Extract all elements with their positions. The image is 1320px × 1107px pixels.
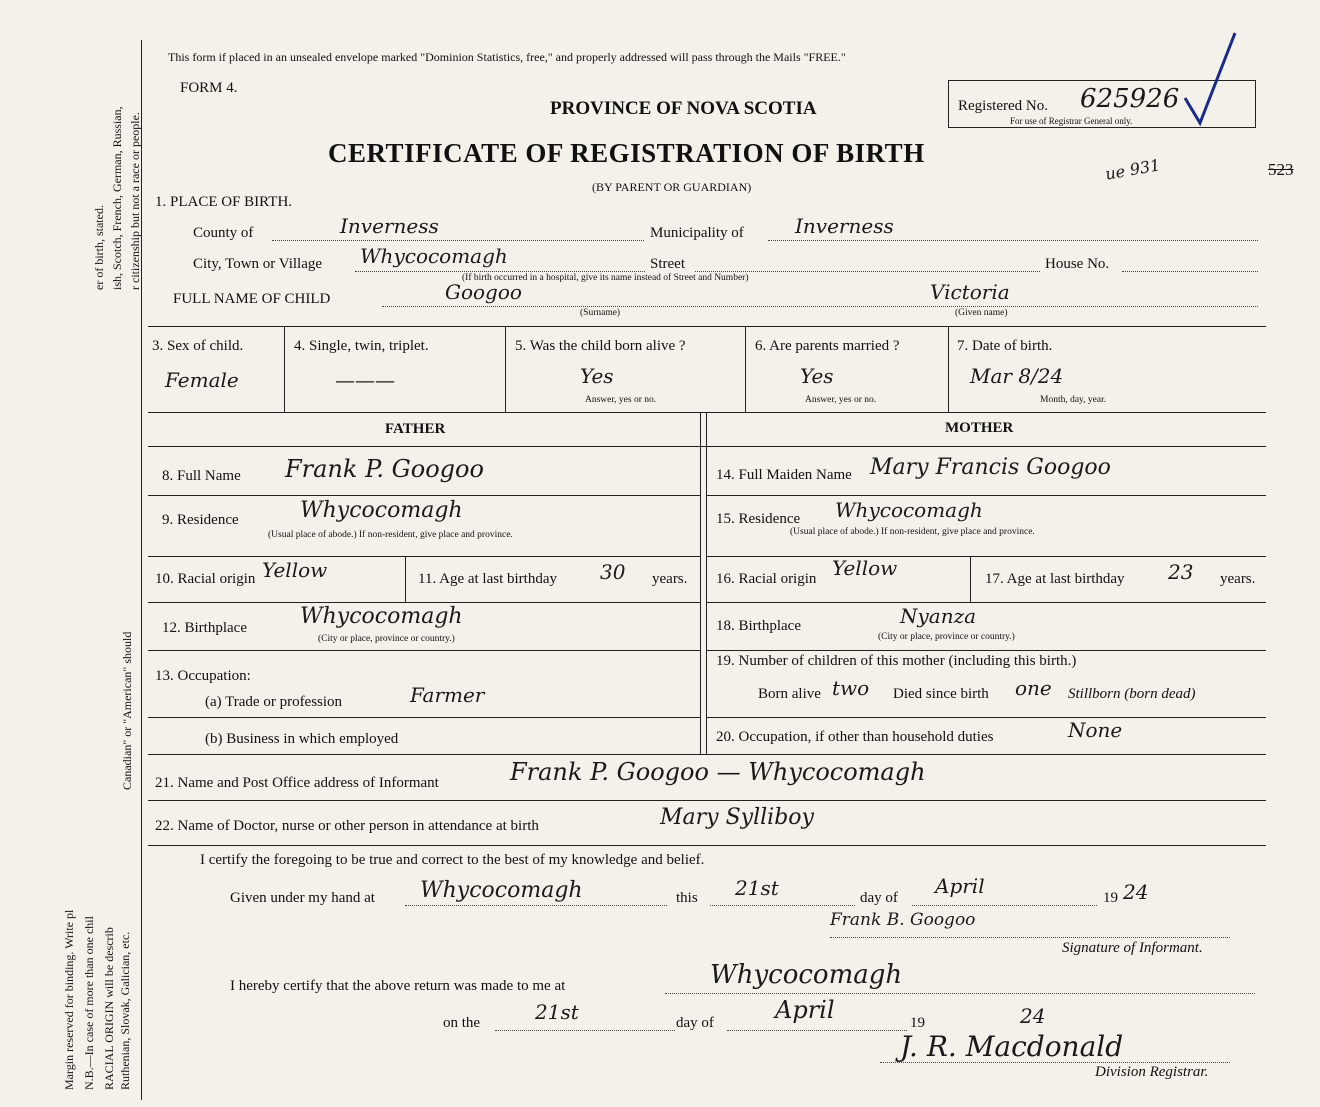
registered-number: 625926 xyxy=(1080,84,1180,114)
margin-note-2: N.B.—In case of more than one chil xyxy=(82,916,96,1090)
father-age-value: 30 xyxy=(600,560,626,584)
father-name-label: 8. Full Name xyxy=(162,468,241,484)
mother-age-years: years. xyxy=(1220,571,1256,587)
this-label: this xyxy=(676,890,698,906)
children-count-label: 19. Number of children of this mother (including this birth.) xyxy=(716,653,1077,669)
registrar-month: April xyxy=(775,996,835,1024)
registrar-place: Whycocomagh xyxy=(710,960,903,990)
mother-age-value: 23 xyxy=(1168,560,1194,584)
margin-note: ue 931 xyxy=(1103,155,1162,184)
mother-residence-caption: (Usual place of abode.) If non-resident, give place and province. xyxy=(790,527,1035,537)
child-given-name: Victoria xyxy=(930,280,1010,304)
registered-label: Registered No. xyxy=(958,98,1048,114)
margin-note-8: er of birth, stated. xyxy=(92,205,106,290)
mother-age-label: 17. Age at last birthday xyxy=(985,571,1125,587)
postal-note: This form if placed in an unsealed envelope marked "Dominion Statistics, free," and properly addressed will pass through the Mails "FREE." xyxy=(168,50,846,64)
registrar-year: 24 xyxy=(1020,1004,1046,1028)
born-alive-label: 5. Was the child born alive ? xyxy=(515,338,686,354)
date-of-birth-value: Mar 8/24 xyxy=(970,364,1064,388)
child-name-label: FULL NAME OF CHILD xyxy=(173,291,331,307)
certify-day: 21st xyxy=(735,876,779,900)
registrar-day: 21st xyxy=(535,1000,579,1024)
father-birthplace-label: 12. Birthplace xyxy=(162,620,247,636)
father-birthplace-caption: (City or place, province or country.) xyxy=(318,634,455,644)
margin-note-3: RACIAL ORIGIN will be describ xyxy=(102,927,116,1090)
certify-month: April xyxy=(935,874,985,898)
checkmark-icon xyxy=(1180,28,1240,128)
attendant-value: Mary Sylliboy xyxy=(660,805,814,830)
mother-birthplace-caption: (City or place, province or country.) xyxy=(878,632,1015,642)
mother-birthplace-value: Nyanza xyxy=(900,604,977,628)
attendant-label: 22. Name of Doctor, nurse or other person in attendance at birth xyxy=(155,818,539,834)
date-of-birth-caption: Month, day, year. xyxy=(1040,395,1107,405)
business-label: (b) Business in which employed xyxy=(205,731,399,747)
county-label: County of xyxy=(193,225,254,241)
father-name-value: Frank P. Googoo xyxy=(285,455,484,483)
died-since-birth-label: Died since birth xyxy=(893,686,989,702)
informant-value: Frank P. Googoo — Whycocomagh xyxy=(510,758,926,786)
municipality-value: Inverness xyxy=(795,214,894,238)
trade-value: Farmer xyxy=(410,683,485,707)
sex-value: Female xyxy=(165,368,239,392)
given-label: Given under my hand at xyxy=(230,890,375,906)
parents-married-caption: Answer, yes or no. xyxy=(805,395,877,405)
mother-name-label: 14. Full Maiden Name xyxy=(716,467,852,483)
margin-note-1: Margin reserved for binding. Write pl xyxy=(62,909,76,1090)
father-racial-label: 10. Racial origin xyxy=(155,571,256,587)
died-since-birth-value: one xyxy=(1015,676,1052,700)
mother-residence-label: 15. Residence xyxy=(716,511,801,527)
father-age-label: 11. Age at last birthday xyxy=(418,571,557,587)
mother-name-value: Mary Francis Googoo xyxy=(870,455,1111,480)
struck-number: 523 xyxy=(1268,160,1294,179)
registrar-on-label: on the xyxy=(443,1015,481,1031)
municipality-label: Municipality of xyxy=(650,225,744,241)
registrar-signature: J. R. Macdonald xyxy=(900,1030,1124,1063)
given-caption: (Given name) xyxy=(955,308,1008,318)
place-of-birth-heading: 1. PLACE OF BIRTH. xyxy=(155,194,293,210)
father-residence-value: Whycocomagh xyxy=(300,498,463,523)
page-subtitle: (BY PARENT OR GUARDIAN) xyxy=(592,180,752,194)
registrar-note: For use of Registrar General only. xyxy=(1010,116,1133,126)
signature-caption: Signature of Informant. xyxy=(1062,940,1203,956)
hospital-note: (If birth occurred in a hospital, give its name instead of Street and Number) xyxy=(462,273,749,283)
county-value: Inverness xyxy=(340,214,439,238)
registrar-statement: I hereby certify that the above return was made to me at xyxy=(230,978,566,994)
parents-married-label: 6. Are parents married ? xyxy=(755,338,900,354)
province-title: PROVINCE OF NOVA SCOTIA xyxy=(550,98,817,119)
mother-racial-label: 16. Racial origin xyxy=(716,571,817,587)
date-of-birth-label: 7. Date of birth. xyxy=(957,338,1053,354)
margin-note-4: Ruthenian, Slovak, Galician, etc. xyxy=(118,931,132,1090)
given-place: Whycocomagh xyxy=(420,878,583,903)
informant-signature: Frank B. Googoo xyxy=(830,910,976,930)
registrar-day-label: day of xyxy=(676,1015,714,1031)
mother-heading: MOTHER xyxy=(945,420,1014,436)
binding-margin-line xyxy=(141,40,142,1100)
father-racial-value: Yellow xyxy=(262,558,328,582)
father-age-years: years. xyxy=(652,571,688,587)
registrar-caption: Division Registrar. xyxy=(1095,1064,1209,1080)
parents-married-value: Yes xyxy=(800,364,834,388)
city-value: Whycocomagh xyxy=(360,244,508,268)
stillborn-label: Stillborn (born dead) xyxy=(1068,686,1196,702)
city-label: City, Town or Village xyxy=(193,256,323,272)
mother-birthplace-label: 18. Birthplace xyxy=(716,618,801,634)
father-occupation-label: 13. Occupation: xyxy=(155,668,251,684)
father-residence-caption: (Usual place of abode.) If non-resident, give place and province. xyxy=(268,530,513,540)
born-alive-caption: Answer, yes or no. xyxy=(585,395,657,405)
margin-note-7: r citizenship but not a race or people. xyxy=(128,112,142,290)
mother-racial-value: Yellow xyxy=(832,556,898,580)
mother-occupation-value: None xyxy=(1068,718,1123,742)
sex-label: 3. Sex of child. xyxy=(152,338,244,354)
house-label: House No. xyxy=(1045,256,1110,272)
born-alive-value: Yes xyxy=(580,364,614,388)
surname-caption: (Surname) xyxy=(580,308,621,318)
page-title: CERTIFICATE OF REGISTRATION OF BIRTH xyxy=(328,138,925,168)
father-residence-label: 9. Residence xyxy=(162,512,239,528)
certify-year: 24 xyxy=(1123,880,1149,904)
child-surname: Googoo xyxy=(445,280,522,304)
margin-note-6: ish, Scotch, French, German, Russian, xyxy=(110,106,124,290)
certify-statement: I certify the foregoing to be true and correct to the best of my knowledge and belief. xyxy=(200,852,705,868)
street-label: Street xyxy=(650,256,685,272)
certify-year-prefix: 19 xyxy=(1103,890,1118,906)
form-number: FORM 4. xyxy=(180,80,238,96)
mother-occupation-label: 20. Occupation, if other than household duties xyxy=(716,729,994,745)
born-alive-count-label: Born alive xyxy=(758,686,821,702)
certify-day-label: day of xyxy=(860,890,898,906)
father-heading: FATHER xyxy=(385,421,446,437)
registrar-year-prefix: 19 xyxy=(910,1015,925,1031)
father-birthplace-value: Whycocomagh xyxy=(300,604,463,629)
trade-label: (a) Trade or profession xyxy=(205,694,343,710)
multiple-birth-value: ——— xyxy=(335,368,395,392)
informant-label: 21. Name and Post Office address of Informant xyxy=(155,775,439,791)
margin-note-5: Canadian" or "American" should xyxy=(120,631,134,790)
born-alive-count-value: two xyxy=(832,676,870,700)
multiple-birth-label: 4. Single, twin, triplet. xyxy=(294,338,429,354)
mother-residence-value: Whycocomagh xyxy=(835,498,983,522)
